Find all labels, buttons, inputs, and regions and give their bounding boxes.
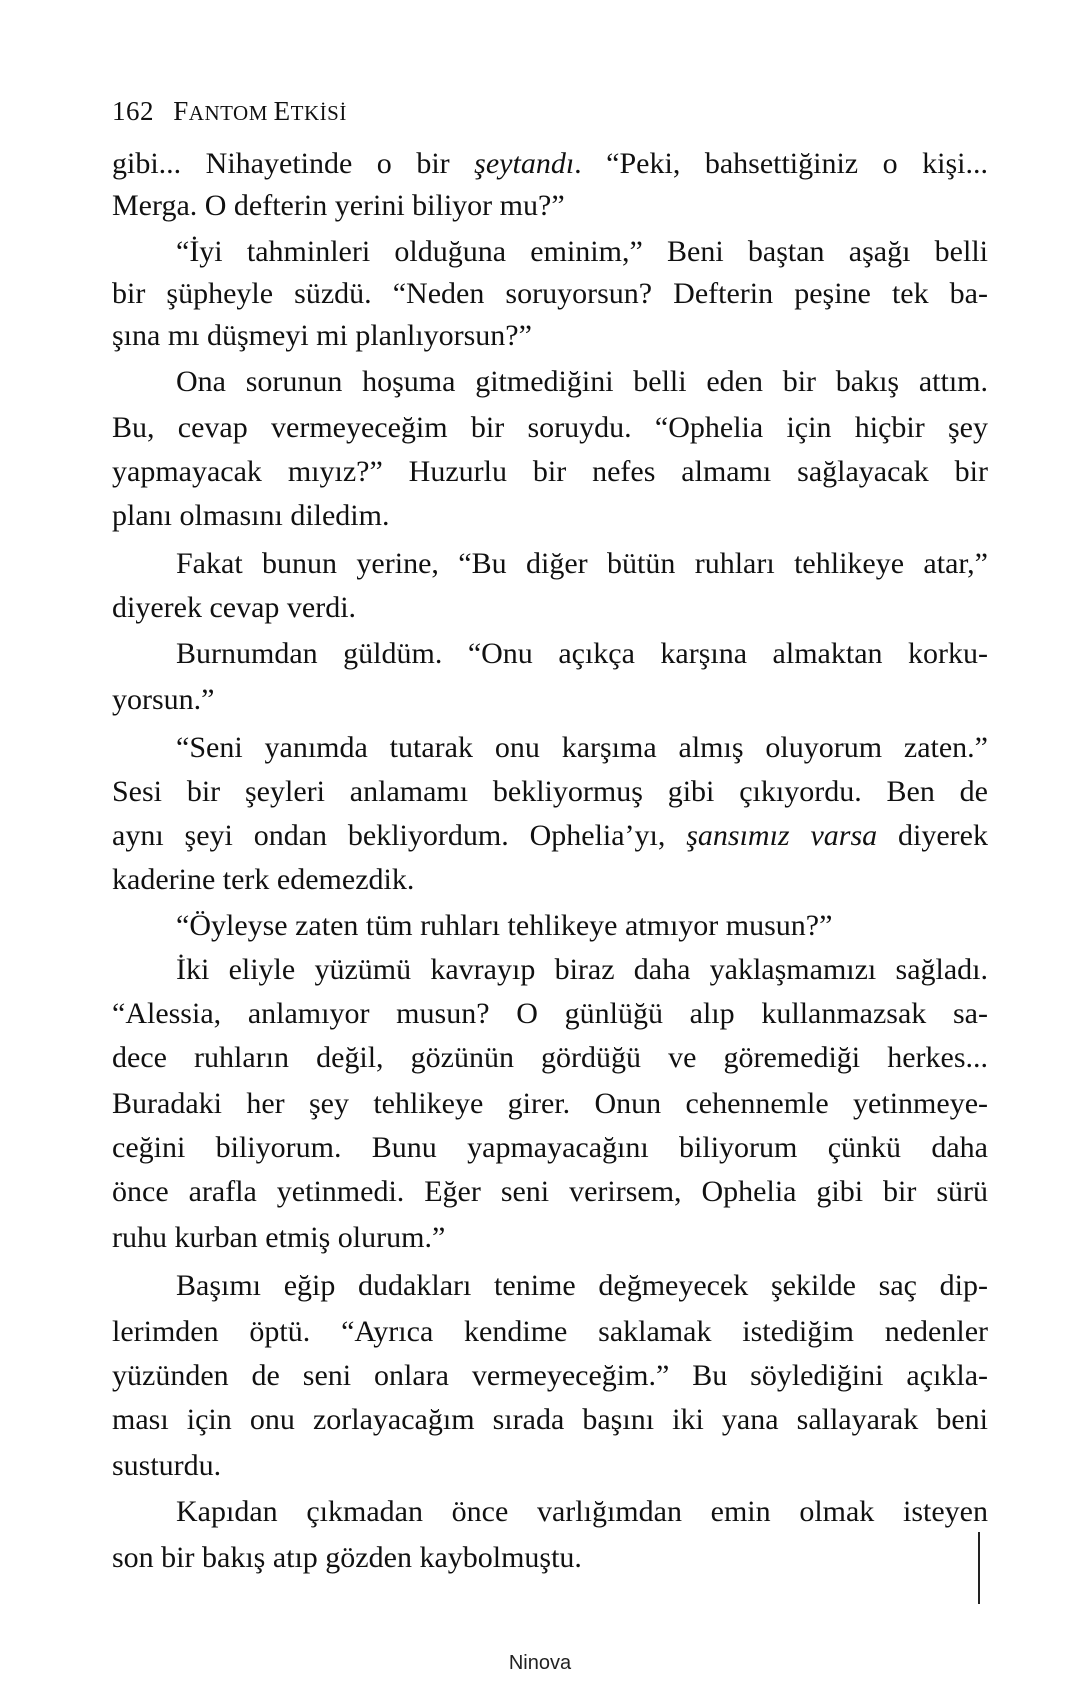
text-line	[176, 952, 988, 988]
text-segment: Merga. O defterin yerini biliyor mu?”	[112, 189, 565, 222]
text-line	[176, 730, 988, 766]
text-segment: gibi... Nihayetinde o bir	[112, 147, 475, 180]
text-segment: Başımı eğip dudakları tenime değmeyecek şekilde saç dip-	[176, 1269, 988, 1302]
text-line	[112, 318, 988, 354]
text-line	[176, 1268, 988, 1304]
text-line	[176, 234, 988, 270]
text-line	[112, 1130, 988, 1166]
text-segment: son bir bakış atıp gözden kaybolmuştu.	[112, 1541, 582, 1574]
italic-text: şeytandı	[474, 147, 575, 180]
text-segment: diyerek	[877, 819, 988, 852]
text-line	[112, 454, 988, 490]
text-segment: yüzünden de seni onlara vermeyeceğim.” Bu söylediğini açıkla-	[112, 1359, 988, 1392]
text-line	[112, 682, 988, 718]
text-segment: susturdu.	[112, 1449, 222, 1482]
text-segment: İki eliyle yüzümü kavrayıp biraz daha yaklaşmamızı sağladı.	[176, 953, 988, 986]
text-segment: Kapıdan çıkmadan önce varlığımdan emin olmak isteyen	[176, 1495, 988, 1528]
text-segment: ceğini biliyorum. Bunu yapmayacağını biliyorum çünkü daha	[112, 1131, 988, 1164]
text-line	[112, 590, 988, 626]
text-segment: Ona sorunun hoşuma gitmediğini belli eden bir bakış attım.	[176, 365, 988, 398]
text-segment: Sesi bir şeyleri anlamamı bekliyormuş gibi çıkıyordu. Ben de	[112, 775, 988, 808]
text-line	[112, 862, 988, 898]
text-line	[112, 188, 988, 224]
italic-text: şansımız varsa	[686, 819, 878, 852]
text-segment: kaderine terk edemezdik.	[112, 863, 415, 896]
text-line	[176, 1494, 988, 1530]
text-segment: . “Peki, bahsettiğiniz o kişi...	[574, 147, 988, 180]
text-line	[112, 1448, 988, 1484]
text-segment: bir şüpheyle süzdü. “Neden soruyorsun? Defterin peşine tek ba-	[112, 277, 988, 310]
page-number: 162	[112, 96, 154, 126]
text-segment: Buradaki her şey tehlikeye girer. Onun cehennemle yetinmeye-	[112, 1087, 988, 1120]
text-line	[112, 1358, 988, 1394]
text-segment: “Seni yanımda tutarak onu karşıma almış oluyorum zaten.”	[176, 731, 988, 764]
text-segment: önce arafla yetinmedi. Eğer seni verirsem, Ophelia gibi bir sürü	[112, 1175, 988, 1208]
text-segment: “Öyleyse zaten tüm ruhları tehlikeye atmıyor musun?”	[176, 909, 833, 942]
text-segment: “İyi tahminleri olduğuna eminim,” Beni baştan aşağı belli	[176, 235, 988, 268]
text-segment: Burnumdan güldüm. “Onu açıkça karşına almaktan korku-	[176, 637, 988, 670]
text-line	[176, 636, 988, 672]
text-line	[112, 410, 988, 446]
text-segment: dece ruhların değil, gözünün gördüğü ve göremediği herkes...	[112, 1041, 988, 1074]
text-line	[112, 146, 988, 182]
text-segment: yapmayacak mıyız?” Huzurlu bir nefes almamı sağlayacak bir	[112, 455, 988, 488]
text-line	[112, 1402, 988, 1438]
text-line	[112, 774, 988, 810]
text-line	[112, 818, 988, 854]
footer-watermark: Ninova	[508, 1652, 572, 1674]
text-line	[112, 1040, 988, 1076]
text-segment: ması için onu zorlayacağım sırada başını iki yana sallayarak beni	[112, 1403, 988, 1436]
text-line	[112, 1086, 988, 1122]
text-line	[112, 1314, 988, 1350]
text-segment: Fakat bunun yerine, “Bu diğer bütün ruhları tehlikeye atar,”	[176, 547, 988, 580]
running-title: FANTOM ETKİSİ	[173, 96, 347, 126]
text-segment: Bu, cevap vermeyeceğim bir soruydu. “Ophelia için hiçbir şey	[112, 411, 988, 444]
running-header	[112, 96, 347, 127]
text-line	[112, 276, 988, 312]
text-segment: diyerek cevap verdi.	[112, 591, 357, 624]
text-line	[112, 498, 988, 534]
text-segment: planı olmasını diledim.	[112, 499, 390, 532]
text-segment: aynı şeyi ondan bekliyordum. Ophelia’yı,	[112, 819, 687, 852]
margin-rule	[978, 1532, 980, 1604]
text-line	[112, 1174, 988, 1210]
text-line	[176, 364, 988, 400]
text-segment: yorsun.”	[112, 683, 215, 716]
text-line	[112, 1540, 988, 1576]
text-segment: “Alessia, anlamıyor musun? O günlüğü alıp kullanmazsak sa-	[112, 997, 988, 1030]
text-segment: şına mı düşmeyi mi planlıyorsun?”	[112, 319, 532, 352]
text-line	[176, 546, 988, 582]
text-line	[112, 1220, 988, 1256]
text-line	[176, 908, 988, 944]
text-segment: lerimden öptü. “Ayrıca kendime saklamak istediğim nedenler	[112, 1315, 988, 1348]
text-line	[112, 996, 988, 1032]
text-segment: ruhu kurban etmiş olurum.”	[112, 1221, 446, 1254]
